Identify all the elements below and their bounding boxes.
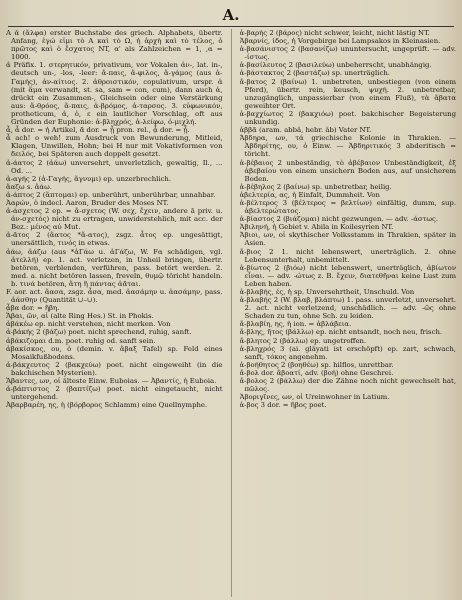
dictionary-entry: Ἄβαι, ῶν, αἱ (alte Ring Hes.) St. in Phokis.: [6, 312, 154, 321]
dictionary-entry: Ἄβαντες, ων, οἱ älteste Einw. Euboias. — Ἀβαντίς, ἡ Euboia.: [6, 377, 217, 386]
dictionary-entry: ἀββᾶ (aram. abbâ, hebr. âb) Vater NT.: [239, 126, 372, 135]
dictionary-entry: ἀ-βέλτερος 3 (βέλτερος = βελτίων) einfältig, dumm, sup. ἀβελτερώτατος.: [239, 198, 457, 216]
dictionary-entry: ἀ-βέβηλος 2 (βαίνω) sp. unbetretbar, heilig.: [239, 182, 392, 191]
dictionary-entry: ἀ-άατος 2 (ἀάω) unversehrt, unverletzlich, gewaltig, Il., ... Od. ...: [6, 158, 223, 175]
dictionary-entry: ἀ-βάκής 2 (βάζω) poet. nicht sprechend, ruhig, sanft.: [6, 328, 192, 337]
dictionary-entry: ἀ-βάπτιστος 2 (βαπτίζω) poet. nicht eingetaucht, nicht untergehend.: [6, 385, 223, 402]
columns: [6, 29, 456, 597]
dictionary-entry: ἀ-βίωτος 2 (βιόω) nicht lebenswert, unerträglich, ἀβίωτον εἶναι. — adv. -ώτως z. B. ἔχειν, διατεθῆναι keine Lust zum Leben haben.: [239, 263, 457, 288]
dictionary-entry: ἀ-βος 3 dor. = ἥβος poet.: [239, 401, 327, 410]
dictionary-entry: ἀ-βάκχευτος 2 (βακχεύω) poet. nicht eingeweiht (in die bakchischen Mysterien).: [6, 360, 223, 377]
column-divider: [231, 29, 232, 597]
dictionary-entry: A ᾰ (ἄλφα) erster Buchstabe des griech. Alphabets, übertr. Anfang, ἐγώ εἰμι τὸ Α καὶ τὸ Ω, ἡ ἀρχὴ καὶ τὸ τέλος, ὁ πρῶτος καὶ ὁ ἔσχατος NT, α' als Zahlzeichen = 1, ‚α = 1000.: [6, 29, 223, 62]
dictionary-entry: ἀβελτερία, ας, ἡ Einfalt, Dummheit. Von: [239, 190, 380, 199]
dictionary-entry: ἄ-βολος 2 (βάλλω) der die Zähne noch nicht gewechselt hat, πῶλος.: [239, 377, 457, 394]
dictionary-entry: ἀ-άπτος 2 (ἅπτομαι) ep. unberührt, unberührbar, unnahbar.: [6, 190, 216, 199]
dictionary-entry: ἄαζω s. ἄάω.: [6, 182, 52, 191]
dictionary-entry: ἀ Präfix. 1. στερητικόν, privativum, vor Vokalen ἀν-, lat. in-, deutsch un-, -los, -leer: ἄ-παις, ἄ-φιλος, ἄ-γάμος (aus ἀ-Γαμής), ἀν-αίτιος. 2. ἀθροιστικόν, copulativum, urspr. ἁ (mit ἅμα verwandt, st. sa, sam = con, cum), dann auch ἀ, drückt ein Zusammen-, Gleichsein oder eine Verstärkung aus: ἄ-θρόος, ἄ-παις, ἀ-βρόμος, ἀ-ταρσος. 3. εὐφωνικόν, protheticum, ἀ, ὁ, ε ein lautlicher Vorschlag, oft aus Gründen der Euphonie: ἀ-βληχρός, ἀ-λείφω, ὀ-μιχλή.: [6, 61, 223, 127]
dictionary-entry: ἀ-βληχρός 3 (ai. glâyati ist erschöpft) ep. zart, schwach, sanft, τόκος angenehm.: [239, 344, 457, 361]
dictionary-entry: ἆ, ἆ dor. = ἡ Artikel, ᾶ dor. = ᾗ pron. rel., ᾆ dor. = ᾗ.: [6, 126, 190, 135]
dictionary-entry: Ἀαρών, ὁ indecl. Aaron, Bruder des Moses NT.: [6, 198, 169, 207]
dictionary-entry: ἀ-αγής 2 (ἀ-Γαγής, ἄγνυμι) ep. unzerbrechlich.: [6, 174, 172, 183]
dictionary-entry: ἀβάκέω ep. nicht verstehen, nicht merken. Von: [6, 320, 171, 329]
dictionary-entry: ἀάω, ἀάζω (aus *ἀΓάω u. ἀΓάζω, W. Fα schädigen, vgl. ἀτελλή) ep. 1. act. verletzen, in Unheil bringen, übertr. betören, verblenden, verführen, pass. betört werden. 2. med. a. nicht betören lassen, freveln, θυμῷ töricht handeln. b. τινά betören, ἄτη ἣ πάντας ἀᾶται.: [6, 247, 223, 288]
dictionary-entry: ἀ-βαχχίωτος 2 (βακχιόω) poet. bakchischer Begeisterung unkundig.: [239, 109, 457, 127]
dictionary-entry: ἄ-βλης, ῆτος (βάλλω) ep. nicht entsandt, noch neu, frisch.: [239, 328, 443, 337]
dictionary-entry: ἀβακίσκος, ου, ὁ (demin. v. ἄβαξ Tafel) sp. Feld eines Mosaikfußbodens.: [6, 344, 223, 361]
header-rule: [8, 26, 454, 27]
dictionary-entry: Ἀβαρβαρέη, ης, ἡ (βόρβορος Schlamm) eine Quellnymphe.: [6, 401, 208, 410]
dictionary-entry: ἀ-ᾱτος 2 (ἄατος *ἄ-ατος), zsgz. ἆτος ep. ungesättigt, unersättlich, τινός in etwas.: [6, 231, 223, 248]
dictionary-entry: ἄ-βιος 2 1. nicht lebenswert, unerträglich. 2. ohne Lebensunterhalt, unbemittelt.: [239, 247, 457, 264]
dictionary-entry: ἀ-βλαβής 2 (W. βλαβ, βλάπτω) 1. pass. unverletzt, unversehrt. 2. act. nicht verletzend, unschädlich. — adv. -ῶς ohne Schaden zu tun, ohne Sch. zu leiden.: [239, 296, 457, 321]
dictionary-entry: ἀ-βασάνιστος 2 (βασανίζω) ununtersucht, ungeprüft. — adv. -ίστως.: [239, 45, 457, 62]
dictionary-entry: F. aor. act. ἄασα, zsgz. ἆσα, med. ἀασάμην u. ἀασάμην, pass. ἀάσθην (Quantität ∪–∪).: [6, 288, 223, 305]
dictionary-entry: ἀβάκιζομαι d.m. poet. ruhig od. sanft sein.: [6, 336, 156, 345]
right-column: [240, 29, 457, 597]
dictionary-entry: ἀ-βαρής 2 (βάρος) nicht schwer, leicht, nicht lästig NT.: [239, 29, 430, 37]
dictionary-entry: Ἀβιληνή, ἡ Gebiet v. Abila in Koilesyrien NT.: [239, 223, 394, 232]
dictionary-entry: ἀ-βοήθητος 2 (βοηθέω) sp. hilflos, unrettbar.: [239, 360, 394, 369]
dictionary-entry: Ἀβοριγῖνες, ων, οἱ Ureinwohner in Latium.: [239, 393, 390, 402]
dictionary-entry: ἀ-βέβαιος 2 unbeständig, τὸ ἀβέβαιον Unbeständigkeit, ἐξ ἀβεβαίου von einem unsichern Boden aus, auf unsicherem Boden.: [239, 158, 457, 183]
dictionary-entry: ἀ-άσχετος 2 ep. = ἄ-σχετος (W. σεχ, ἔχειν, andere ā priv. u. ἀν-σχετός) nicht zu ertragen, unwiderstehlich, mit acc. der Bez.: μένος αὐ Mut.: [6, 207, 223, 232]
dictionary-entry: ἀ-βάστακτος 2 (βαστάζω) sp. unerträglich.: [239, 69, 390, 78]
dictionary-entry: ἀ-βασίλευτος 2 (βασιλεύω) unbeherrscht, unabhängig.: [239, 61, 432, 70]
dictionary-entry: ἀ-βίαστος 2 (βιάζομαι) nicht gezwungen. — adv. -άστως.: [239, 215, 439, 224]
dictionary-entry: Ἀβαρνίς, ίδος, ἡ Vorgebirge bei Lampsakos in Kleinasien.: [239, 37, 441, 46]
dictionary-entry: ἆ ach! o weh! zum Ausdruck von Bewunderung, Mitleid, Klagen, Unwillen, Hohn; bei H nur mit Vokativformen von δειλός, bei Späteren auch doppelt gesetzt.: [6, 134, 223, 159]
left-column: [6, 29, 223, 597]
page-header-letter: A.: [222, 6, 240, 24]
dictionary-entry: ἄ-βολ dor. ἄβοατί, adv. (βοή) ohne Geschrei.: [239, 368, 394, 377]
dictionary-entry: ἄ-βλαβίη, ης, ἡ ion. = ἀβλάβεια.: [239, 320, 352, 329]
dictionary-entry: ἄ-βατος 2 (βαίνω) 1. unbetreten, unbestiegen (von einem Pferd), übertr. rein, keusch, ψυχή. 2. unbetretbar, unzugänglich, unpassierbar (von einem Fluß), τὰ ἄβατα geweihter Ort.: [239, 77, 457, 110]
dictionary-entry: Ἄβδηρα, ων, τά griechische Kolonie in Thrakien. — Ἀβδηρίτης, ου, ὁ Einw. — Ἀβδηριτικός 3 abderitisch = töricht.: [239, 134, 457, 159]
dictionary-entry: ἄ-βλητος 2 (βάλλω) ep. ungetroffen.: [239, 336, 367, 345]
dictionary-entry: ᾆβα dor. = ἥβη.: [6, 304, 60, 313]
dictionary-entry: Ἄβιοι, ων, οἱ skythischer Volksstamm in Thrakien, später in Asien.: [239, 231, 457, 248]
dictionary-entry: ἀ-βλαβής, ές, ἡ sp. Unversehrtheit, Unschuld. Von: [239, 288, 415, 296]
